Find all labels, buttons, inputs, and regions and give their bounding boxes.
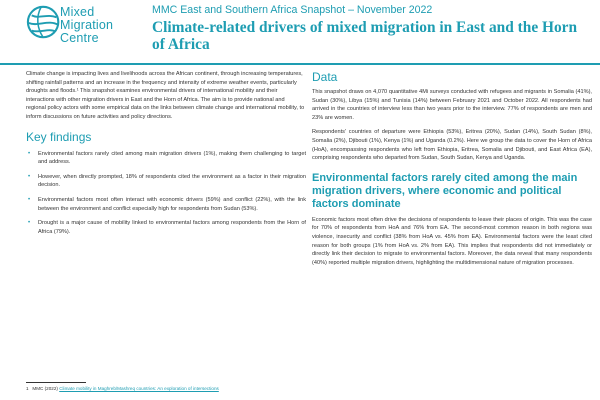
right-column — [312, 70, 592, 267]
finding-text: However, when directly prompted, 18% of respondents cited the environment as a factor in their migration decision. — [38, 173, 306, 189]
mmc-logo — [26, 4, 136, 50]
key-findings-list — [26, 150, 306, 237]
key-findings-heading: Key findings — [26, 129, 92, 144]
footnote-divider — [26, 382, 86, 383]
finding-text: Environmental factors rarely cited among main migration drivers (1%), making them challenging to target and address. — [38, 150, 306, 166]
logo-word-centre: Centre — [60, 31, 99, 45]
footnote-source: MMC (2022) — [32, 386, 58, 391]
left-column — [26, 70, 306, 242]
page-title: Climate-related drivers of mixed migration in East and the Horn of Africa — [152, 19, 578, 53]
header-divider — [0, 63, 600, 65]
finding-item — [26, 150, 306, 167]
data-heading: Data — [312, 70, 338, 84]
intro-paragraph: Climate change is impacting lives and livelihoods across the African continent, through increasing temperatures, shifting rainfall patterns and an increase in the frequency and intensity of extreme weather events, particularly droughts and floods.¹ This snapshot examines environmental drivers of international mobility and their interactions with other migration drivers in East and the Horn of Africa. The aim is to provide national and regional policy actors with some empirical data on the links between climate change and international mobility, to inform discussions on future activities and policy directions. — [26, 71, 305, 120]
snapshot-label: MMC East and Southern Africa Snapshot – November 2022 — [152, 4, 433, 16]
logo-word-migration: Migration — [60, 18, 114, 32]
logo-word-mixed: Mixed — [60, 5, 95, 19]
footnote-link[interactable]: Climate mobility in Maghreb/Mashreq countries: An exploration of intersections — [59, 386, 219, 391]
header-titles — [152, 3, 592, 53]
bullet-icon: • — [28, 173, 31, 180]
bullet-icon: • — [28, 220, 31, 227]
finding-item — [26, 173, 306, 190]
data-paragraph-1: This snapshot draws on 4,070 quantitative 4Mi surveys conducted with refugees and migrants in Somalia (41%), Sudan (30%), Libya (15%) and Tunisia (14%) between February 2021 and October 2022. All respondents had arrived in the countries of interview less than two years prior to the interview. 77% of respondents are men and 23% are women. — [312, 89, 592, 121]
finding-item — [26, 196, 306, 213]
data-paragraph-2: Respondents' countries of departure were Ethiopia (53%), Eritrea (20%), Sudan (14%), South Sudan (8%), Somalia (2%), Djibouti (1%), Kenya (1%) and Uganda (0.2%). Here we group the data to cover the Horn of Africa (HoA), encompassing respondents who left from Ethiopia, Eritrea, Somalia and Djibouti, and East Africa (EA), comprising respondents who departed from Sudan, South Sudan, Kenya and Uganda. — [312, 129, 592, 162]
page-header — [0, 0, 600, 60]
finding-item — [26, 219, 306, 236]
bullet-icon: • — [28, 150, 31, 157]
bullet-icon: • — [28, 196, 31, 203]
environmental-factors-heading: Environmental factors rarely cited among the main migration drivers, where economic and political factors dominate — [312, 171, 578, 210]
environmental-factors-paragraph: Economic factors most often drive the decisions of respondents to leave their places of origin. This was the case for 70% of respondents from HoA and 76% from EA. The second-most common reason in both regions was violence, insecurity and conflict (38% from HoA vs. 45% from EA). Environmental factors were the least cited reason for both groups (1% from HoA vs. 2% from EA). This implies that respondents did not immediately or directly link their decision to migrate to environmental factors. Moreover, the data reveal that many respondents (40%) reported multiple migration drivers, highlighting the multidimensional nature of migration processes. — [312, 216, 592, 266]
finding-text: Environmental factors most often interact with economic drivers (59%) and conflict (22%), with the link between the environment and conflict especially high for respondents from Sudan (53%). — [38, 196, 306, 212]
finding-text: Drought is a major cause of mobility linked to environmental factors among respondents from the Horn of Africa (79%). — [38, 220, 306, 235]
footnote-number: 1 — [26, 386, 29, 391]
globe-logo-icon — [26, 4, 64, 42]
footnote — [26, 386, 219, 392]
